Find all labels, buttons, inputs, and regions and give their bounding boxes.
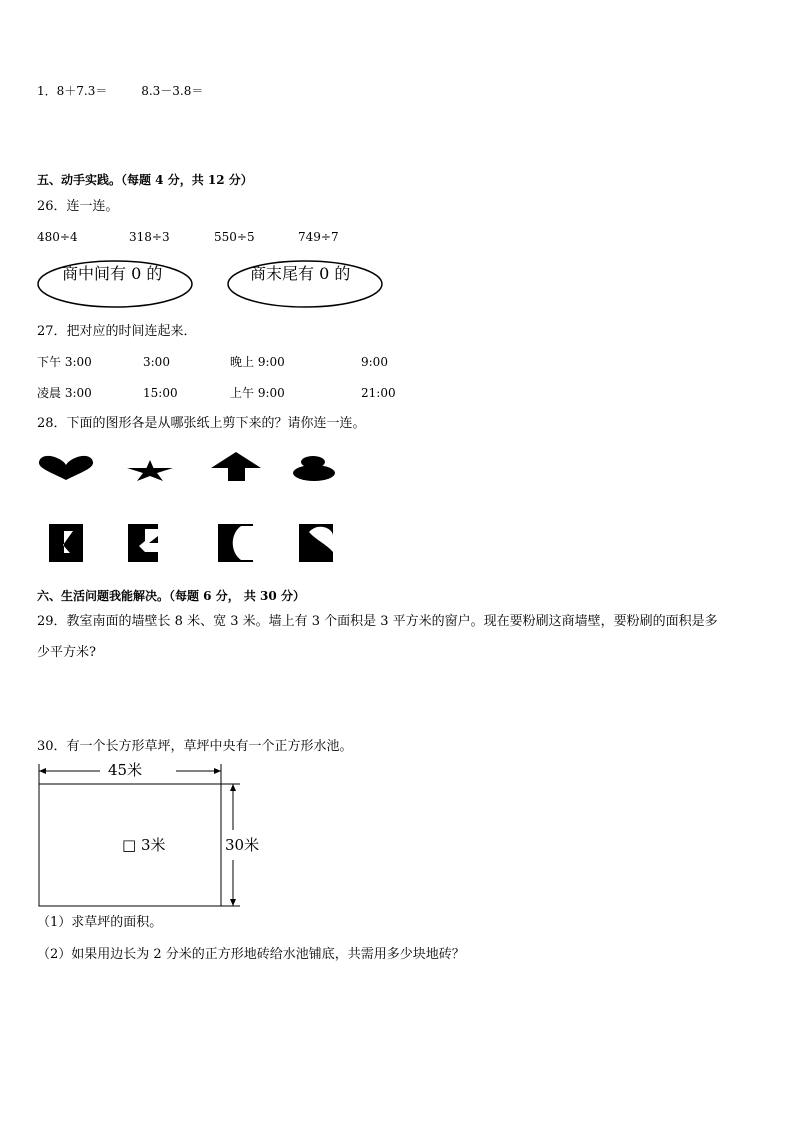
time-item: 15:00: [143, 386, 178, 400]
arrowhead-down: [230, 899, 236, 906]
section-six-title: 六、生活问题我能解决。（每题 6 分， 共 30 分）: [37, 589, 305, 603]
arrowhead-up: [230, 784, 236, 791]
time-item: 上午 9:00: [230, 386, 285, 400]
division-expression: 318÷3: [129, 230, 170, 244]
arrow-up-icon: [211, 452, 261, 481]
question-30-prompt: 30．有一个长方形草坪，草坪中央有一个正方形水池。: [37, 739, 353, 754]
paper-piece-star-cut: [128, 524, 158, 562]
question-27-prompt: 27．把对应的时间连起来．: [37, 324, 197, 339]
time-item: 凌晨 3:00: [37, 386, 92, 400]
arrowhead-left: [39, 768, 46, 774]
star-icon: [127, 460, 173, 481]
time-item: 21:00: [361, 386, 396, 400]
expression-b: 8.3－3.8＝: [141, 84, 204, 98]
paper-piece-arrow-cut: [218, 524, 253, 562]
lawn-height-label: 30米: [225, 836, 260, 854]
question-29-line-2: 少平方米?: [37, 645, 96, 660]
time-item: 3:00: [143, 355, 170, 369]
section-five-title: 五、动手实践。（每题 4 分，共 12 分）: [37, 173, 253, 187]
arrowhead-right: [214, 768, 221, 774]
question-30-sub-1: （1）求草坪的面积。: [37, 915, 163, 930]
lawn-width-label: 45米: [108, 761, 143, 779]
oval-label-middle-zero: 商中间有 0 的: [62, 264, 163, 283]
question-26-prompt: 26．连一连。: [37, 199, 119, 214]
time-item: 下午 3:00: [37, 355, 92, 369]
question-29-line-1: 29．教室南面的墙壁长 8 米、宽 3 米。墙上有 3 个面积是 3 平方米的窗户。现在要粉刷这商墙壁，要粉刷的面积是多: [37, 614, 718, 629]
paper-piece-heart-cut: [49, 524, 83, 562]
pool-side-label: □ 3米: [122, 836, 166, 854]
heart-icon: [39, 456, 93, 480]
division-expression: 480÷4: [37, 230, 78, 244]
time-item: 9:00: [361, 355, 388, 369]
question-28-prompt: 28．下面的图形各是从哪张纸上剪下来的？请你连一连。: [37, 416, 366, 431]
snowman-icon: [293, 456, 335, 481]
paper-piece-snowman-cut: [299, 524, 333, 562]
expression-a: 1．8＋7.3＝: [37, 84, 108, 98]
division-expression: 749÷7: [298, 230, 339, 244]
oval-label-end-zero: 商末尾有 0 的: [250, 264, 351, 283]
time-item: 晚上 9:00: [230, 355, 285, 369]
division-expression: 550÷5: [214, 230, 255, 244]
question-30-sub-2: （2）如果用边长为 2 分米的正方形地砖给水池铺底，共需用多少块地砖？: [37, 947, 465, 962]
